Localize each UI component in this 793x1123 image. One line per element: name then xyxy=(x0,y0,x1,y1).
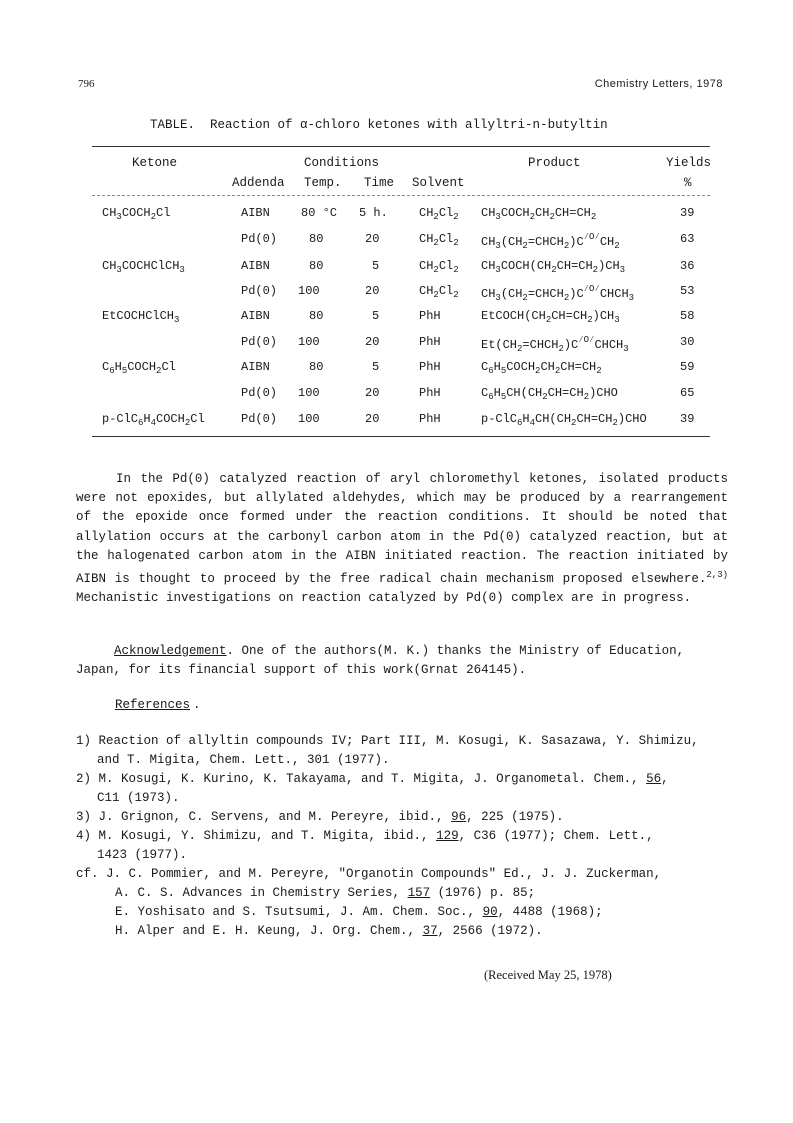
row1-ketone: $CH_3COCH_2Cl$ xyxy=(102,206,171,222)
row5-yield: 58 xyxy=(680,309,695,323)
header-time: Time xyxy=(364,176,395,190)
row7-time: 5 xyxy=(372,360,380,374)
row9-yield: 39 xyxy=(680,412,695,426)
received-date: (Received May 25, 1978) xyxy=(484,968,612,982)
row7-yield: 59 xyxy=(680,360,695,374)
page-header xyxy=(78,78,723,94)
page-number: 796 xyxy=(78,78,95,90)
row5-product: $EtCOCH(CH_2CH=CH_2)CH_3$ xyxy=(481,309,620,325)
reference-cf-d-text: H. Alper and E. H. Keung, J. Org. Chem., xyxy=(115,924,423,938)
reference-cf-c-text: E. Yoshisato and S. Tsutsumi, J. Am. Chem. Soc., xyxy=(115,905,483,919)
table-bottom-rule xyxy=(92,436,710,437)
reference-4 xyxy=(76,829,654,843)
row5-solvent: PhH xyxy=(419,309,441,323)
reference-4-cont: 1423 (1977). xyxy=(97,848,188,862)
row3-time: 5 xyxy=(372,259,380,273)
row3-ketone: $CH_3COCHClCH_3$ xyxy=(102,259,185,275)
row8-yield: 65 xyxy=(680,386,695,400)
row9-ketone: $p-ClC_6H_4COCH_2Cl$ xyxy=(102,412,205,428)
reference-1: 1) Reaction of allyltin compounds IV; Part III, M. Kosugi, K. Sasazawa, Y. Shimizu, xyxy=(76,734,699,748)
row1-yield: 39 xyxy=(680,206,695,220)
header-ketone: Ketone xyxy=(132,156,178,170)
table-title: TABLE. Reaction of α-chloro ketones with allyltri-n-butyltin xyxy=(150,118,608,132)
table-top-rule xyxy=(92,146,710,147)
acknowledgement-heading: Acknowledgement xyxy=(114,644,227,658)
row5-ketone: EtCOCHClCH$_3$ xyxy=(102,309,180,325)
references-heading: References xyxy=(115,698,191,712)
row7-addenda: AIBN xyxy=(241,360,270,374)
reference-1-cont: and T. Migita, Chem. Lett., 301 (1977). xyxy=(97,753,390,767)
header-solvent: Solvent xyxy=(412,176,465,190)
reference-cf-c xyxy=(115,905,603,919)
row2-time: 20 xyxy=(365,232,380,246)
reference-3-end: , 225 (1975). xyxy=(466,810,564,824)
reference-4-end: , C36 (1977); Chem. Lett., xyxy=(458,829,654,843)
row5-temp: 80 xyxy=(309,309,324,323)
row4-yield: 53 xyxy=(680,284,695,298)
row8-product: $C_6H_5CH(CH_2CH=CH_2)CHO$ xyxy=(481,386,618,402)
body-tail: Mechanistic investigations on reaction catalyzed by Pd(0) complex are in progress. xyxy=(76,591,692,606)
reference-cf-b-volume: 157 xyxy=(407,886,431,900)
body-text: In the Pd(0) catalyzed reaction of aryl chloromethyl ketones, isolated products were not epoxides, but allylated aldehydes, which may be produced by a rearrangement of the epoxide once formed under the reaction conditions. It should be noted that allylation occurs at the carbonyl carbon atom in the Pd(0) catalyzed reaction, but at the halogenated carbon atom in the AIBN initiated reaction. The reaction initiated by AIBN is thought to proceed by the free radical chain mechanism proposed elsewhere. xyxy=(76,472,728,587)
row8-temp: 100 xyxy=(298,386,320,400)
journal-name: Chemistry Letters, 1978 xyxy=(594,78,723,90)
reference-cf-c-end: , 4488 (1968); xyxy=(497,905,603,919)
row6-addenda: Pd(0) xyxy=(241,335,278,349)
row5-time: 5 xyxy=(372,309,380,323)
reference-2 xyxy=(76,772,669,786)
header-yields: Yields xyxy=(666,156,712,170)
reference-3-text: 3) J. Grignon, C. Servens, and M. Pereyre, ibid., xyxy=(76,810,452,824)
row6-product: $Et(CH_2=CHCH_2)C^{⁄O⁄}CHCH_3$ xyxy=(481,335,629,354)
row7-ketone: $C_6H_5COCH_2Cl$ xyxy=(102,360,176,376)
body-paragraph xyxy=(76,470,728,609)
references-heading-period: . xyxy=(193,698,201,712)
reference-cf-d xyxy=(115,924,543,938)
reference-cf: cf. J. C. Pommier, and M. Pereyre, "Organotin Compounds" Ed., J. J. Zuckerman, xyxy=(76,867,662,881)
acknowledgement xyxy=(76,642,728,680)
row6-solvent: PhH xyxy=(419,335,441,349)
row2-temp: 80 xyxy=(309,232,324,246)
reference-cf-c-volume: 90 xyxy=(482,905,498,919)
row1-time: 5 h. xyxy=(359,206,388,220)
reference-2-volume: 56 xyxy=(646,772,662,786)
row6-temp: 100 xyxy=(298,335,320,349)
row9-product: $p-ClC_6H_4CH(CH_2CH=CH_2)CHO$ xyxy=(481,412,647,428)
row4-temp: 100 xyxy=(298,284,320,298)
row1-temp: 80 °C xyxy=(301,206,338,220)
row1-addenda: AIBN xyxy=(241,206,270,220)
row7-product: $C_6H_5COCH_2CH_2CH=CH_2$ xyxy=(481,360,602,376)
reference-2-cont: C11 (1973). xyxy=(97,791,180,805)
row3-yield: 36 xyxy=(680,259,695,273)
reference-cf-b-text: A. C. S. Advances in Chemistry Series, xyxy=(115,886,408,900)
row2-yield: 63 xyxy=(680,232,695,246)
reference-cf-d-end: , 2566 (1972). xyxy=(437,924,543,938)
row4-product: $CH_3(CH_2=CHCH_2)C^{⁄O⁄}CHCH_3$ xyxy=(481,284,635,303)
reference-4-text: 4) M. Kosugi, Y. Shimizu, and T. Migita, ibid., xyxy=(76,829,437,843)
acknowledgement-text: . One of the authors(M. K.) thanks the Ministry of Education, Japan, for its financial support of this work(Grnat 264145). xyxy=(76,644,685,678)
reference-cf-b-end: (1976) p. 85; xyxy=(430,886,536,900)
reference-4-volume: 129 xyxy=(436,829,459,843)
row9-solvent: PhH xyxy=(419,412,441,426)
row2-product: $CH_3(CH_2=CHCH_2)C^{⁄O⁄}CH_2$ xyxy=(481,232,620,251)
row5-addenda: AIBN xyxy=(241,309,270,323)
row8-time: 20 xyxy=(365,386,380,400)
row8-addenda: Pd(0) xyxy=(241,386,278,400)
row9-temp: 100 xyxy=(298,412,320,426)
reference-3-volume: 96 xyxy=(451,810,467,824)
row9-addenda: Pd(0) xyxy=(241,412,278,426)
header-yields-unit: % xyxy=(684,176,692,190)
row1-product: $CH_3COCH_2CH_2CH=CH_2$ xyxy=(481,206,597,222)
row4-addenda: Pd(0) xyxy=(241,284,278,298)
header-product: Product xyxy=(528,156,581,170)
row2-addenda: Pd(0) xyxy=(241,232,278,246)
table-header-rule xyxy=(92,195,710,196)
row3-solvent: $CH_2Cl_2$ xyxy=(419,259,459,275)
reference-3 xyxy=(76,810,564,824)
row6-time: 20 xyxy=(365,335,380,349)
reference-2-comma: , xyxy=(661,772,669,786)
row1-solvent: $CH_2Cl_2$ xyxy=(419,206,459,222)
row3-addenda: AIBN xyxy=(241,259,270,273)
row8-solvent: PhH xyxy=(419,386,441,400)
row7-solvent: PhH xyxy=(419,360,441,374)
reference-cf-b xyxy=(115,886,535,900)
row4-time: 20 xyxy=(365,284,380,298)
row2-solvent: $CH_2Cl_2$ xyxy=(419,232,459,248)
row9-time: 20 xyxy=(365,412,380,426)
reference-2-text: 2) M. Kosugi, K. Kurino, K. Takayama, and T. Migita, J. Organometal. Chem., xyxy=(76,772,647,786)
header-conditions: Conditions xyxy=(304,156,380,170)
row3-temp: 80 xyxy=(309,259,324,273)
header-temp: Temp. xyxy=(304,176,342,190)
reference-cf-d-volume: 37 xyxy=(422,924,438,938)
row6-yield: 30 xyxy=(680,335,695,349)
row3-product: $CH_3COCH(CH_2CH=CH_2)CH_3$ xyxy=(481,259,626,275)
header-addenda: Addenda xyxy=(232,176,285,190)
row7-temp: 80 xyxy=(309,360,324,374)
body-citation: 2,3) xyxy=(706,570,728,581)
row4-solvent: $CH_2Cl_2$ xyxy=(419,284,459,300)
